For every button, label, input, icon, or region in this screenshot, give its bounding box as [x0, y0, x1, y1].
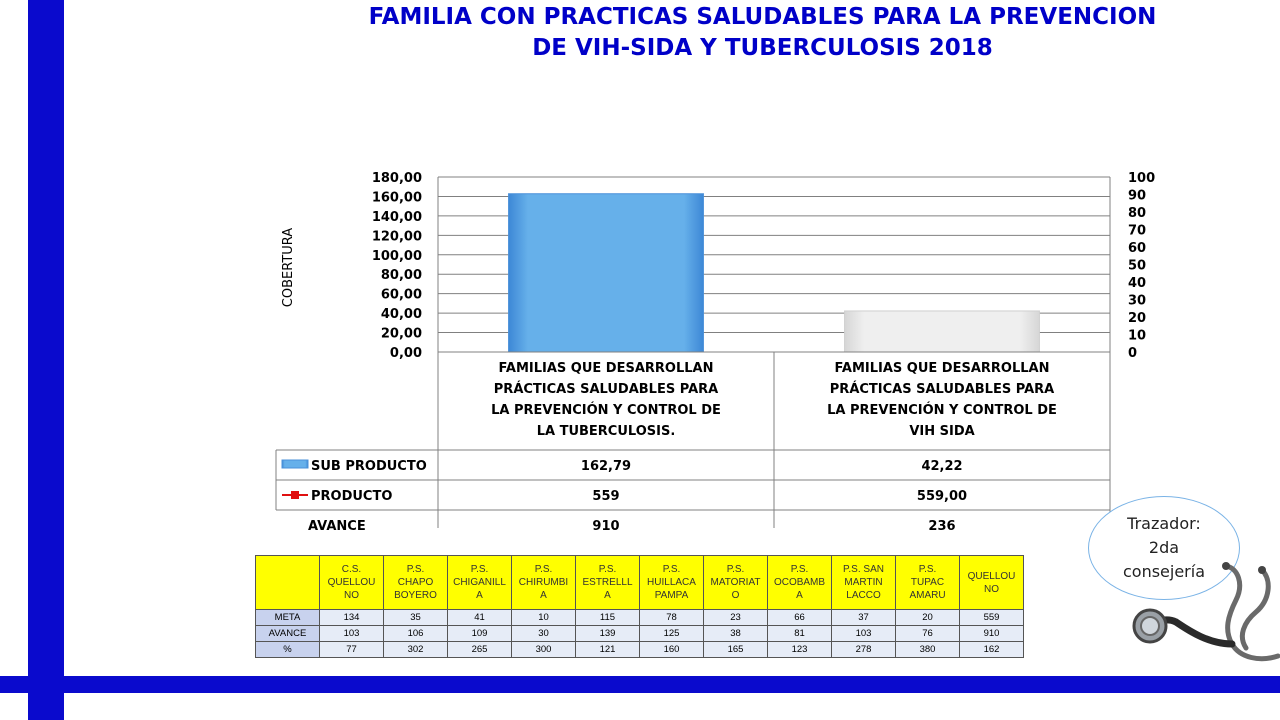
table-cell: 23	[704, 610, 768, 626]
category-label: PRÁCTICAS SALUDABLES PARA	[493, 382, 719, 397]
table-header-cell	[576, 556, 640, 610]
y2-tick-label: 50	[1128, 258, 1147, 274]
table-cell: 20	[896, 610, 960, 626]
table-row	[256, 642, 1024, 658]
table-cell: 160	[640, 642, 704, 658]
table-value: 162,79	[580, 459, 632, 474]
header-text-line: P.S.	[470, 564, 489, 575]
y2-tick-label: 40	[1128, 276, 1147, 291]
y-tick-label: 40,00	[380, 307, 422, 323]
header-text-line: P.S.	[790, 564, 809, 575]
table-header-cell	[960, 556, 1024, 610]
y2-tick-label: 60	[1128, 241, 1147, 256]
y-tick-label: 0,00	[389, 346, 422, 361]
y2-tick-label: 20	[1128, 311, 1147, 326]
table-cell: 910	[960, 626, 1024, 642]
header-text-line: ESTRELLL	[582, 577, 633, 588]
header-text-line: O	[731, 590, 740, 601]
header-text-line: QUELLOU	[327, 577, 376, 588]
table-row-label: %	[256, 642, 320, 658]
table-cell: 300	[512, 642, 576, 658]
header-text-line: P.S.	[662, 564, 681, 575]
table-cell: 109	[448, 626, 512, 642]
y2-tick-label: 70	[1128, 223, 1147, 239]
table-value: 236	[928, 519, 956, 530]
table-cell: 103	[320, 626, 384, 642]
table-value: 910	[592, 519, 620, 530]
y-tick-label: 80,00	[380, 268, 422, 284]
header-text-line: P.S.	[918, 564, 937, 575]
header-text-line: QUELLOU	[967, 570, 1016, 582]
header-text-line: HUILLACA	[647, 577, 696, 588]
y2-tick-label: 0	[1128, 346, 1138, 361]
table-cell: 559	[960, 610, 1024, 626]
table-header-cell	[640, 556, 704, 610]
header-text-line: BOYERO	[394, 590, 437, 601]
table-header-row	[256, 556, 1024, 610]
table-cell: 76	[896, 626, 960, 642]
table-cell: 103	[832, 626, 896, 642]
table-cell: 106	[384, 626, 448, 642]
table-corner-cell	[256, 556, 320, 610]
header-text-line: P.S.	[406, 564, 425, 575]
bubble-line-1: Trazador:	[1127, 514, 1201, 533]
table-cell: 162	[960, 642, 1024, 658]
header-text-line: A	[540, 590, 547, 601]
category-label: FAMILIAS QUE DESARROLLAN	[834, 361, 1050, 376]
header-text-line: OCOBAMB	[773, 577, 826, 588]
table-header-cell	[512, 556, 576, 610]
category-label: PRÁCTICAS SALUDABLES PARA	[829, 382, 1055, 397]
header-text-line: AMARU	[909, 590, 946, 601]
table-value: 559	[592, 489, 620, 504]
header-text-line: MATORIAT	[710, 577, 761, 588]
table-header-cell	[320, 556, 384, 610]
bar	[845, 311, 1040, 352]
y2-tick-label: 80	[1128, 206, 1147, 221]
legend-marker-swatch	[291, 491, 299, 499]
bottom-frame-bar	[0, 676, 1280, 693]
table-header-cell	[896, 556, 960, 610]
table-cell: 139	[576, 626, 640, 642]
table-row-label: META	[256, 610, 320, 626]
header-text-line: TUPAC	[910, 577, 945, 588]
table-cell: 302	[384, 642, 448, 658]
y-tick-label: 160,00	[371, 190, 422, 206]
y2-tick-label: 100	[1128, 171, 1156, 186]
table-cell: 134	[320, 610, 384, 626]
y-tick-label: 140,00	[371, 209, 422, 225]
table-cell: 125	[640, 626, 704, 642]
table-cell: 41	[448, 610, 512, 626]
establishment-table	[255, 555, 1024, 658]
bar	[509, 194, 704, 352]
y-tick-label: 120,00	[371, 229, 422, 245]
table-cell: 115	[576, 610, 640, 626]
table-value: 559,00	[916, 489, 968, 504]
table-cell: 380	[896, 642, 960, 658]
header-text-line: NO	[344, 590, 359, 601]
header-text-line: A	[476, 590, 483, 601]
header-text-line: CHIGANILL	[453, 577, 506, 588]
header-text-line: C.S.	[341, 564, 362, 575]
table-row	[256, 626, 1024, 642]
header-text-line: P.S.	[598, 564, 617, 575]
header-text-line: CHIRUMBI	[518, 577, 569, 588]
y2-tick-label: 10	[1128, 328, 1147, 344]
table-cell: 123	[768, 642, 832, 658]
category-label: LA PREVENCIÓN Y CONTROL DE	[827, 403, 1057, 418]
table-header-cell	[832, 556, 896, 610]
table-row-label: PRODUCTO	[311, 489, 393, 504]
table-cell: 30	[512, 626, 576, 642]
table-cell: 38	[704, 626, 768, 642]
table-header-cell	[384, 556, 448, 610]
header-text-line: P.S. SAN	[843, 564, 884, 575]
title-line-1: FAMILIA CON PRACTICAS SALUDABLES PARA LA PREVENCION	[368, 4, 1157, 30]
table-header-cell	[704, 556, 768, 610]
header-text-line: A	[604, 590, 611, 601]
header-text-line: P.S.	[726, 564, 745, 575]
table-cell: 35	[384, 610, 448, 626]
y-axis-title: COBERTURA	[281, 227, 296, 308]
stethoscope-icon	[1128, 560, 1280, 678]
table-cell: 278	[832, 642, 896, 658]
category-label: LA TUBERCULOSIS.	[536, 424, 676, 439]
y2-tick-label: 30	[1128, 293, 1147, 309]
y-tick-label: 180,00	[371, 171, 422, 186]
table-row	[256, 610, 1024, 626]
category-label: LA PREVENCIÓN Y CONTROL DE	[491, 403, 721, 418]
y-tick-label: 60,00	[380, 287, 422, 303]
category-label: VIH SIDA	[909, 424, 975, 439]
header-text-line: PAMPA	[654, 590, 689, 601]
table-cell: 37	[832, 610, 896, 626]
table-row-label: SUB PRODUCTO	[311, 459, 427, 474]
table-cell: 121	[576, 642, 640, 658]
header-text-line: NO	[984, 583, 999, 595]
table-row-label: AVANCE	[256, 626, 320, 642]
table-cell: 165	[704, 642, 768, 658]
legend-bar-swatch	[282, 460, 308, 468]
table-cell: 265	[448, 642, 512, 658]
y-tick-label: 20,00	[380, 326, 422, 342]
table-cell: 81	[768, 626, 832, 642]
table-header-cell	[448, 556, 512, 610]
table-cell: 78	[640, 610, 704, 626]
table-value: 42,22	[921, 459, 963, 474]
header-text-line: MARTIN	[844, 577, 883, 588]
bubble-line-3: consejería	[1122, 562, 1206, 581]
table-cell: 10	[512, 610, 576, 626]
table-cell: 77	[320, 642, 384, 658]
y-tick-label: 100,00	[371, 248, 422, 264]
header-text-line: P.S.	[534, 564, 553, 575]
header-text-line: LACCO	[846, 590, 881, 601]
header-text-line: A	[796, 590, 803, 601]
category-label: FAMILIAS QUE DESARROLLAN	[498, 361, 714, 376]
table-cell: 66	[768, 610, 832, 626]
title-line-2: DE VIH-SIDA Y TUBERCULOSIS 2018	[532, 35, 993, 61]
header-text-line: CHAPO	[397, 577, 434, 588]
table-header-cell	[768, 556, 832, 610]
bubble-line-2: 2da	[1148, 538, 1180, 557]
table-row-label: AVANCE	[308, 519, 366, 530]
y2-tick-label: 90	[1128, 188, 1147, 204]
